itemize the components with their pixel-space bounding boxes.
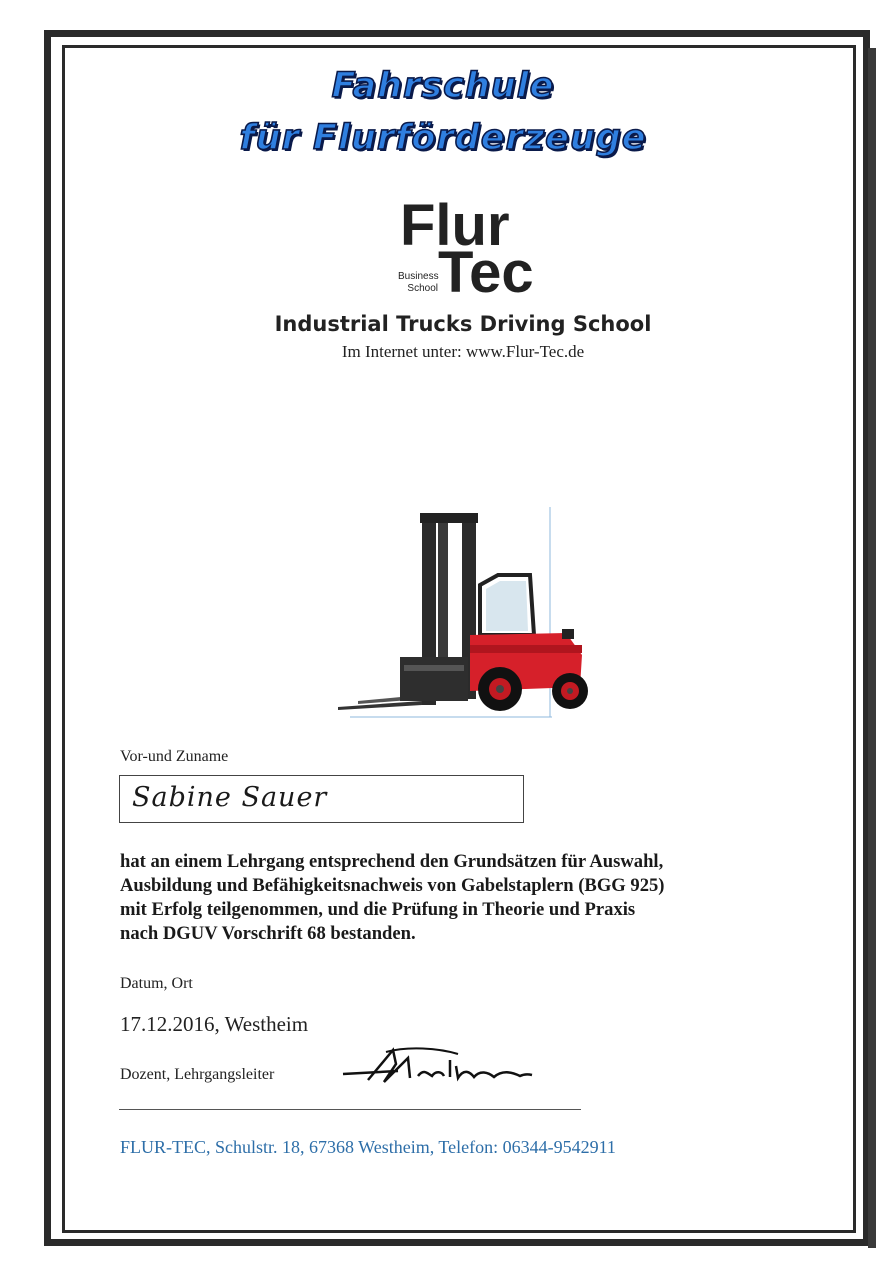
school-subtitle: Industrial Trucks Driving School bbox=[274, 312, 652, 336]
name-field bbox=[119, 775, 524, 823]
completion-statement bbox=[120, 850, 780, 946]
logo-word-flur: Flur bbox=[400, 193, 510, 258]
signature-line bbox=[119, 1109, 581, 1110]
statement-line-3: mit Erfolg teilgenommen, und die Prüfung in Theorie und Praxis bbox=[120, 899, 636, 920]
name-value: Sabine Sauer bbox=[132, 782, 328, 813]
forklift-icon bbox=[330, 505, 600, 725]
date-label: Datum, Ort bbox=[120, 975, 193, 992]
title-line-2: für Flurförderzeuge bbox=[239, 118, 647, 158]
name-label: Vor-und Zuname bbox=[120, 748, 229, 765]
title-line-1: Fahrschule bbox=[331, 66, 555, 106]
logo-tagline bbox=[398, 271, 438, 295]
statement-line-4: nach DGUV Vorschrift 68 bestanden. bbox=[120, 923, 416, 944]
website-line: Im Internet unter: www.Flur-Tec.de bbox=[341, 342, 585, 361]
logo-tagline-2: School bbox=[407, 283, 438, 294]
border-shadow bbox=[868, 48, 876, 1248]
statement-line-1: hat an einem Lehrgang entsprechend den Grundsätzen für Auswahl, bbox=[120, 851, 664, 872]
statement-line-2: Ausbildung und Befähigkeitsnachweis von Gabelstaplern (BGG 925) bbox=[120, 875, 665, 896]
instructor-label: Dozent, Lehrgangsleiter bbox=[120, 1066, 275, 1083]
logo-word-tec: Tec bbox=[438, 240, 534, 305]
date-value: 17.12.2016, Westheim bbox=[120, 1012, 309, 1036]
footer-contact: FLUR-TEC, Schulstr. 18, 67368 Westheim, Telefon: 06344-9542911 bbox=[120, 1137, 616, 1157]
logo-tagline-1: Business bbox=[398, 271, 439, 282]
flurtec-logo bbox=[396, 193, 536, 305]
signature-icon bbox=[338, 1044, 538, 1090]
